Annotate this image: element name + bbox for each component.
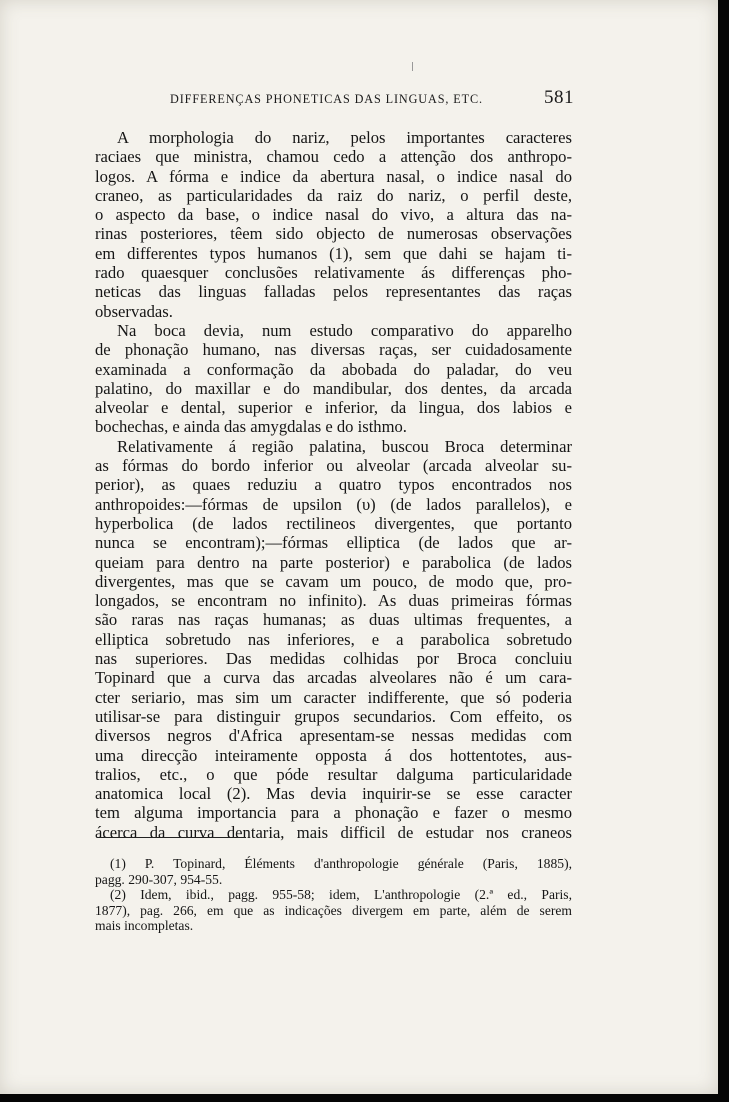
running-head: DIFFERENÇAS PHONETICAS DAS LINGUAS, ETC. <box>170 92 483 106</box>
paragraph-line: A morphologia do nariz, pelos importantes caracteres <box>117 128 572 147</box>
paragraph-line: Na boca devia, num estudo comparativo do apparelho <box>117 320 572 340</box>
paragraph-line: Topinard que a curva das arcadas alveolares não é um cara- <box>95 668 572 688</box>
paragraph-line: divergentes, mas que se cavam um pouco, de modo que, pro- <box>95 571 572 591</box>
paragraph-line: longados, se encontram no infinito). As duas primeiras fórmas <box>95 591 572 611</box>
paragraph-line: bochechas, e ainda das amygdalas e do isthmo. <box>95 417 407 437</box>
paragraph-line: uma direcção inteiramente opposta á dos hottentotes, aus- <box>95 745 572 765</box>
paragraph-line: rinas posteriores, têem sido objecto de numerosas observações <box>95 224 572 244</box>
paragraph-line: tralios, etc., o que póde resultar dalguma particularidade <box>95 764 572 784</box>
paragraph-line: perior), as quaes reduziu a quatro typos encontrados nos <box>95 475 572 495</box>
paragraph-line: queiam para dentro na parte posterior) e parabolica (de lados <box>95 552 572 572</box>
paragraph-line: alveolar e dental, superior e inferior, da lingua, dos labios e <box>95 398 572 418</box>
paragraph-line: anatomica local (2). Mas devia inquirir-se se esse caracter <box>95 784 572 804</box>
paragraph-line: raciaes que ministra, chamou cedo a attenção dos anthropo- <box>95 147 572 167</box>
paragraph-line: examinada a conformação da abobada do paladar, do veu <box>95 359 572 379</box>
footnote-2-line: 1877), pag. 266, em que as indicações divergem em parte, além de serem <box>95 902 572 918</box>
paragraph-line: nunca se encontram);—fórmas elliptica (de lados que ar- <box>95 533 572 553</box>
paragraph-line: elliptica sobretudo nas inferiores, e a parabolica sobretudo <box>95 629 572 649</box>
paragraph-line: observadas. <box>95 301 173 321</box>
paragraph-line: palatino, do maxillar e do mandibular, dos dentes, da arcada <box>95 378 572 398</box>
footnotes <box>95 856 572 934</box>
paragraph-line: nas superiores. Das medidas colhidas por Broca concluiu <box>95 649 572 669</box>
paragraph-line: cter seriario, mas sim um caracter indifferente, que só poderia <box>95 687 572 707</box>
paragraph-line: tem alguma importancia para a phonação e fazer o mesmo <box>95 803 572 823</box>
footnote-1-line: pagg. 290-307, 954-55. <box>95 871 223 887</box>
paragraph-line: o aspecto da base, o indice nasal do vivo, a altura das na- <box>95 205 572 225</box>
scan-edge-right <box>718 0 729 1102</box>
paragraph-line: rado quaesquer conclusões relativamente ás differenças pho- <box>95 263 572 283</box>
paragraph-line: anthropoides:—fórmas de upsilon (υ) (de lados parallelos), e <box>95 494 572 514</box>
footnote-separator <box>98 837 246 838</box>
page-number: 581 <box>544 87 574 108</box>
paragraph-line: Relativamente á região palatina, buscou Broca determinar <box>117 436 572 456</box>
paragraph-line: hyperbolica (de lados rectilineos divergentes, que portanto <box>95 513 572 533</box>
body-text <box>95 128 572 842</box>
paragraph-line: logos. A fórma e indice da abertura nasal, o indice nasal do <box>95 166 572 186</box>
paragraph-line: são raras nas raças humanas; as duas ultimas frequentes, a <box>95 610 572 630</box>
paragraph-line: as fórmas do bordo inferior ou alveolar (arcada alveolar su- <box>95 456 572 476</box>
page-blemish <box>412 62 413 71</box>
paragraph-line: ácerca da curva dentaria, mais difficil de estudar nos craneos <box>95 822 572 842</box>
footnote-2-line: mais incompletas. <box>95 918 194 933</box>
scan-edge-bottom <box>0 1094 729 1102</box>
paragraph-line: em differentes typos humanos (1), sem que dahi se hajam ti- <box>95 243 572 263</box>
footnote-1-line: (1) P. Topinard, Éléments d'anthropologie générale (Paris, 1885), <box>110 856 572 871</box>
paragraph-line: diversos negros d'Africa apresentam-se nessas medidas com <box>95 726 572 746</box>
paragraph-line: neticas das linguas falladas pelos representantes das raças <box>95 282 572 302</box>
footnote-2-line: (2) Idem, ibid., pagg. 955-58; idem, L'anthropologie (2.ª ed., Paris, <box>110 887 572 902</box>
paragraph-line: craneo, as particularidades da raiz do nariz, o perfil deste, <box>95 185 572 205</box>
paragraph-line: utilisar-se para distinguir grupos secundarios. Com effeito, os <box>95 706 572 726</box>
page-header <box>170 87 574 109</box>
paragraph-line: de phonação humano, nas diversas raças, ser cuidadosamente <box>95 340 572 360</box>
